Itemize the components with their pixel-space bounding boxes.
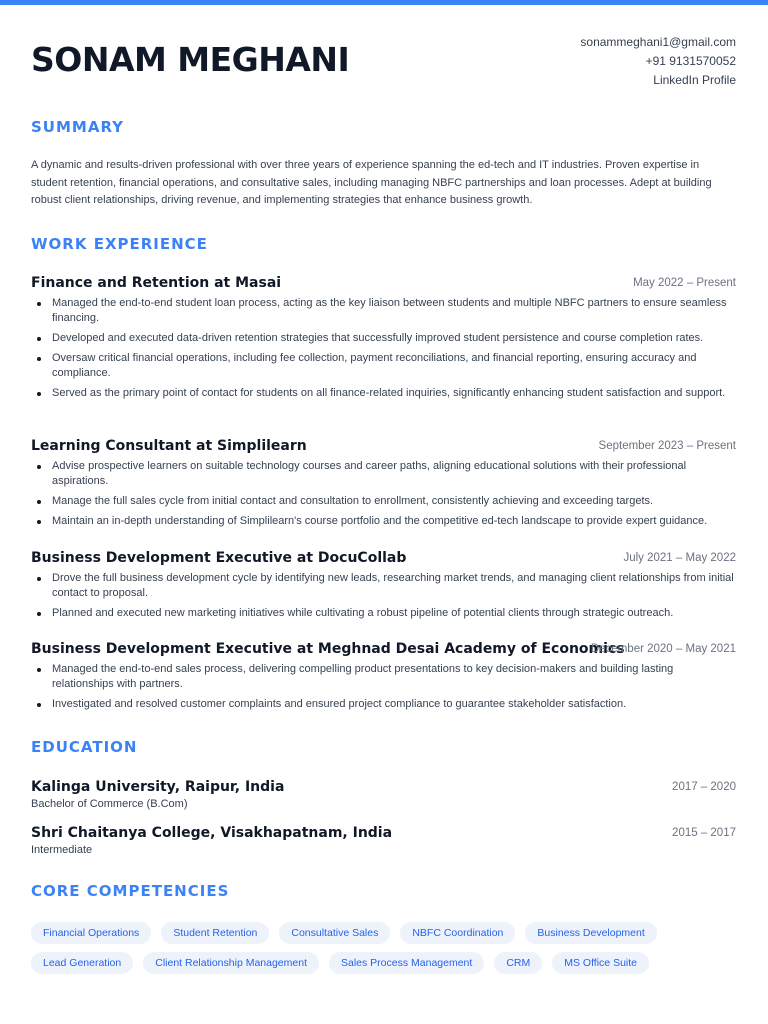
job-entry	[31, 438, 736, 534]
job-entry	[31, 275, 736, 406]
job-bullets	[31, 662, 736, 712]
education-heading: EDUCATION	[31, 738, 138, 756]
education-date: 2017 – 2020	[672, 781, 736, 793]
education-date: 2015 – 2017	[672, 827, 736, 839]
bullet-item: Developed and executed data-driven retention strategies that successfully improved student persistence and course completion rates.	[31, 331, 736, 346]
school-name: Shri Chaitanya College, Visakhapatnam, India	[31, 825, 393, 841]
competency-chip: Lead Generation	[31, 952, 133, 974]
competency-chips	[31, 922, 751, 974]
competency-chip: Client Relationship Management	[143, 952, 319, 974]
job-bullets	[31, 459, 736, 529]
phone-number: +91 9131570052	[645, 54, 736, 68]
bullet-item: Manage the full sales cycle from initial contact and consultation to enrollment, consistently achieving and exceeding targets.	[31, 494, 736, 509]
job-date: May 2022 – Present	[633, 277, 736, 289]
resume-header	[31, 0, 736, 110]
resume-page	[31, 0, 736, 969]
job-title: Finance and Retention at Masai	[31, 275, 282, 291]
job-title: Learning Consultant at Simplilearn	[31, 438, 307, 454]
competency-chip: CRM	[494, 952, 542, 974]
job-title: Business Development Executive at DocuCollab	[31, 550, 407, 566]
degree-name: Intermediate	[31, 844, 93, 856]
bullet-item: Advise prospective learners on suitable technology courses and career paths, aligning educational solutions with their professional aspirations.	[31, 459, 736, 489]
bullet-item: Investigated and resolved customer complaints and ensured project compliance to guarantee stakeholder satisfaction.	[31, 697, 736, 712]
bullet-item: Served as the primary point of contact for students on all finance-related inquiries, significantly enhancing student satisfaction and support.	[31, 386, 736, 401]
work-experience-heading: WORK EXPERIENCE	[31, 235, 208, 253]
bullet-item: Oversaw critical financial operations, including fee collection, payment reconciliations, and financial reporting, ensuring accuracy and compliance.	[31, 351, 736, 381]
job-entry	[31, 641, 736, 717]
summary-text: A dynamic and results-driven professional with over three years of experience spanning the ed-tech and IT industries. Proven expertise in student retention, financial operations, and consultative sales, including managing NBFC partnerships and loan processes. Adept at building robust client relationships, driving revenue, and implementing strategies that enhance business growth.	[31, 159, 712, 206]
bullet-item: Managed the end-to-end sales process, delivering compelling product presentations to key decision-makers and building lasting relationships with partners.	[31, 662, 736, 692]
job-entry	[31, 550, 736, 626]
education-entry	[31, 779, 736, 810]
competency-chip: NBFC Coordination	[400, 922, 515, 944]
competency-chip: Financial Operations	[31, 922, 151, 944]
competency-chip: MS Office Suite	[552, 952, 649, 974]
competency-chip: Business Development	[525, 922, 656, 944]
bullet-item: Drove the full business development cycle by identifying new leads, researching market trends, and managing client relationships from initial contact to proposal.	[31, 571, 736, 601]
job-bullets	[31, 296, 736, 401]
summary-heading: SUMMARY	[31, 118, 125, 136]
linkedin-link[interactable]: LinkedIn Profile	[653, 73, 736, 87]
bullet-item: Planned and executed new marketing initiatives while cultivating a robust pipeline of potential clients through strategic outreach.	[31, 606, 736, 621]
candidate-name: SONAM MEGHANI	[31, 40, 350, 79]
job-bullets	[31, 571, 736, 621]
school-name: Kalinga University, Raipur, India	[31, 779, 285, 795]
competency-chip: Consultative Sales	[279, 922, 390, 944]
competency-chip: Student Retention	[161, 922, 269, 944]
job-title: Business Development Executive at Meghnad Desai Academy of Economics	[31, 641, 625, 657]
education-entry	[31, 825, 736, 856]
bullet-item: Maintain an in-depth understanding of Simplilearn's course portfolio and the competitive ed-tech landscape to provide expert guidance.	[31, 514, 736, 529]
email-link[interactable]: sonammeghani1@gmail.com	[580, 35, 736, 49]
job-date: September 2023 – Present	[598, 440, 736, 452]
job-date: December 2020 – May 2021	[590, 643, 736, 655]
degree-name: Bachelor of Commerce (B.Com)	[31, 798, 188, 810]
core-competencies-heading: CORE COMPETENCIES	[31, 882, 230, 900]
contact-info	[580, 33, 736, 90]
competency-chip: Sales Process Management	[329, 952, 484, 974]
job-date: July 2021 – May 2022	[623, 552, 736, 564]
bullet-item: Managed the end-to-end student loan process, acting as the key liaison between students and multiple NBFC partners to ensure seamless financing.	[31, 296, 736, 326]
